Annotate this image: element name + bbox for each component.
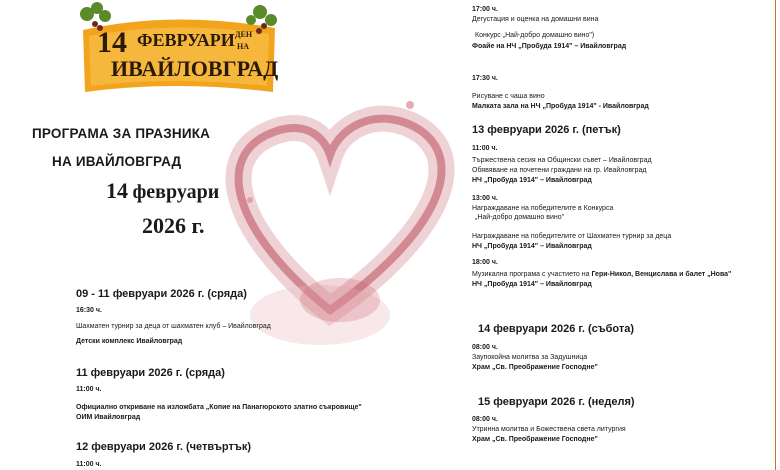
event-text: Шахматен турнир за деца от шахматен клуб – Ивайловград xyxy=(76,323,271,330)
event-time: 17:00 ч. xyxy=(472,6,498,13)
event-time: 11:00 ч. xyxy=(76,461,102,468)
event-place: НЧ „Пробуда 1914" – Ивайловград xyxy=(472,281,592,288)
event-time: 11:00 ч. xyxy=(472,145,498,152)
event-text: Утринна молитва и Божествена света литургия xyxy=(472,426,626,433)
event-time: 16:30 ч. xyxy=(76,307,102,314)
program-date xyxy=(106,178,219,204)
day-heading: 15 февруари 2026 г. (неделя) xyxy=(478,396,635,408)
program-title-line1: ПРОГРАМА ЗА ПРАЗНИКА xyxy=(32,126,211,141)
event-place: Храм „Св. Преображение Господне" xyxy=(472,364,598,371)
date-word: февруари xyxy=(132,181,220,203)
event-place: НЧ „Пробуда 1914" – Ивайловград xyxy=(472,243,592,250)
event-text: Дегустация и оценка на домашни вина xyxy=(472,16,599,23)
festival-logo xyxy=(75,0,280,98)
event-place: Храм „Св. Преображение Господне" xyxy=(472,436,598,443)
event-text-prefix: Музикална програма с участието на xyxy=(472,271,592,278)
program-title-line2: НА ИВАЙЛОВГРАД xyxy=(52,154,182,169)
event-place: Фоайе на НЧ „Пробуда 1914" – Ивайловград xyxy=(472,43,627,50)
event-place: Официално откриване на изложбата „Копие на Панагюрското златно съкровище" xyxy=(76,404,362,411)
logo-number: 14 xyxy=(97,26,127,59)
program-year: 2026 г. xyxy=(142,213,205,238)
event-time: 18:00 ч. xyxy=(472,259,498,266)
event-text: Заупокойна молитва за Задушница xyxy=(472,354,588,361)
event-place: ОИМ Ивайловград xyxy=(76,414,141,421)
event-text: Награждаване на победителите в Конкурса xyxy=(472,205,614,212)
day-heading: 12 февруари 2026 г. (четвъртък) xyxy=(76,441,252,453)
day-heading: 14 февруари 2026 г. (събота) xyxy=(478,323,635,335)
logo-small-of: НА xyxy=(237,42,249,51)
page-border xyxy=(775,0,776,470)
event-place: НЧ „Пробуда 1914" – Ивайловград xyxy=(472,177,592,184)
logo-word-february: ФЕВРУАРИ xyxy=(137,30,235,50)
event-text: Обявяване на почетени граждани на гр. Ивайловград xyxy=(472,167,647,174)
event-text: Награждаване на победителите от Шахматен турнир за деца xyxy=(472,233,672,240)
event-time: 13:00 ч. xyxy=(472,195,498,202)
event-time: 08:00 ч. xyxy=(472,416,498,423)
event-place: Малката зала на НЧ „Пробуда 1914" - Ивайловград xyxy=(472,103,649,110)
event-performers: Гери-Никол, Венцислава и балет „Нова" xyxy=(591,271,732,278)
event-text xyxy=(472,271,731,278)
event-time: 11:00 ч. xyxy=(76,386,102,393)
day-heading: 13 февруари 2026 г. (петък) xyxy=(472,124,621,136)
logo-small-day: ДЕН xyxy=(235,30,253,39)
day-heading: 09 - 11 февруари 2026 г. (сряда) xyxy=(76,288,247,300)
event-place: Детски комплекс Ивайловград xyxy=(76,338,183,345)
event-text: Тържествена сесия на Общински съвет – Ивайловград xyxy=(472,157,652,164)
logo-town-name: ИВАЙЛОВГРАД xyxy=(111,56,279,81)
day-heading: 11 февруари 2026 г. (сряда) xyxy=(76,367,225,379)
wine-heart-image xyxy=(170,60,490,380)
date-number: 14 xyxy=(106,178,128,203)
event-text: Конкурс „Най-добро домашно вино") xyxy=(475,32,595,39)
event-text: „Най-добро домашно вино" xyxy=(475,214,565,221)
event-time: 08:00 ч. xyxy=(472,344,498,351)
event-time: 17:30 ч. xyxy=(472,75,498,82)
event-text: Рисуване с чаша вино xyxy=(472,93,545,100)
